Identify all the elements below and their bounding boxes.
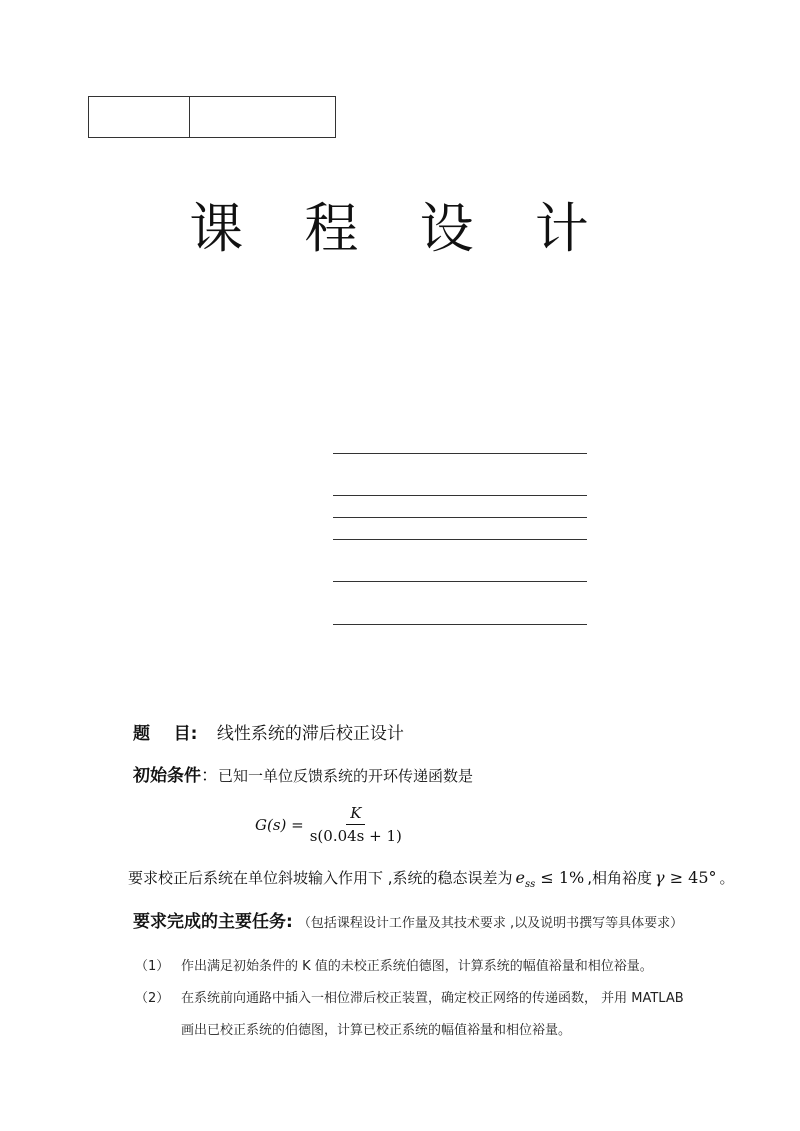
formula-fraction (310, 804, 402, 845)
conditions-label: 初始条件 (133, 766, 201, 786)
gamma-condition: ≥ 45° (669, 868, 717, 887)
requirement-text: 要求校正后系统在单位斜坡输入作用下 ,系统的稳态误差为 (128, 869, 513, 887)
conditions-text: 已知一单位反馈系统的开环传递函数是 (218, 767, 474, 785)
formula-denominator: s(0.04s + 1) (309, 827, 402, 845)
formula-lhs: G(s) = (255, 815, 304, 834)
topic-value: 线性系统的滞后校正设计 (216, 724, 404, 744)
task-item-text: 在系统前向通路中插入一相位滞后校正装置，确定校正网络的传递函数， 并用 MATLAB (181, 991, 684, 1006)
header-info-box (88, 96, 336, 138)
topic-row (133, 719, 404, 744)
header-box-left-cell (89, 97, 190, 137)
ess-subscript: ss (525, 879, 536, 891)
task-item-number: （1） (135, 959, 170, 974)
task-item-text: 作出满足初始条件的 K 值的未校正系统伯德图，计算系统的幅值裕量和相位裕量。 (181, 959, 653, 974)
task-item-number: （2） (135, 991, 170, 1006)
header-box-right-cell (190, 97, 335, 137)
task-note: （包括课程设计工作量及其技术要求 ,以及说明书撰写等具体要求） (297, 916, 684, 931)
cover-blank-line (333, 539, 587, 540)
steady-state-error-expr (516, 868, 585, 890)
requirement-text-end: 。 (719, 869, 735, 887)
task-item (135, 987, 684, 1006)
requirement-text-mid: ,相角裕度 (587, 869, 653, 887)
cover-blank-line (333, 453, 587, 454)
conditions-separator: ： (201, 766, 218, 786)
cover-blank-line (333, 517, 587, 518)
ess-symbol: e (515, 868, 526, 887)
phase-margin-expr (655, 868, 717, 887)
topic-label: 题 目: (133, 724, 198, 744)
cover-blank-line (333, 624, 587, 625)
document-title: 课 程 设 计 (189, 197, 611, 260)
task-item-continuation: 画出已校正系统的伯德图，计算已校正系统的幅值裕量和相位裕量。 (181, 1023, 572, 1038)
formula-numerator: K (346, 804, 365, 825)
transfer-function-formula (255, 804, 402, 845)
task-row (133, 907, 683, 932)
cover-blank-line (333, 495, 587, 496)
requirement-row (128, 867, 735, 890)
task-item (135, 955, 653, 974)
task-label: 要求完成的主要任务: (133, 912, 293, 932)
ess-condition: ≤ 1% (540, 868, 585, 887)
conditions-row (133, 761, 473, 786)
gamma-symbol: γ (655, 868, 665, 887)
cover-blank-line (333, 581, 587, 582)
